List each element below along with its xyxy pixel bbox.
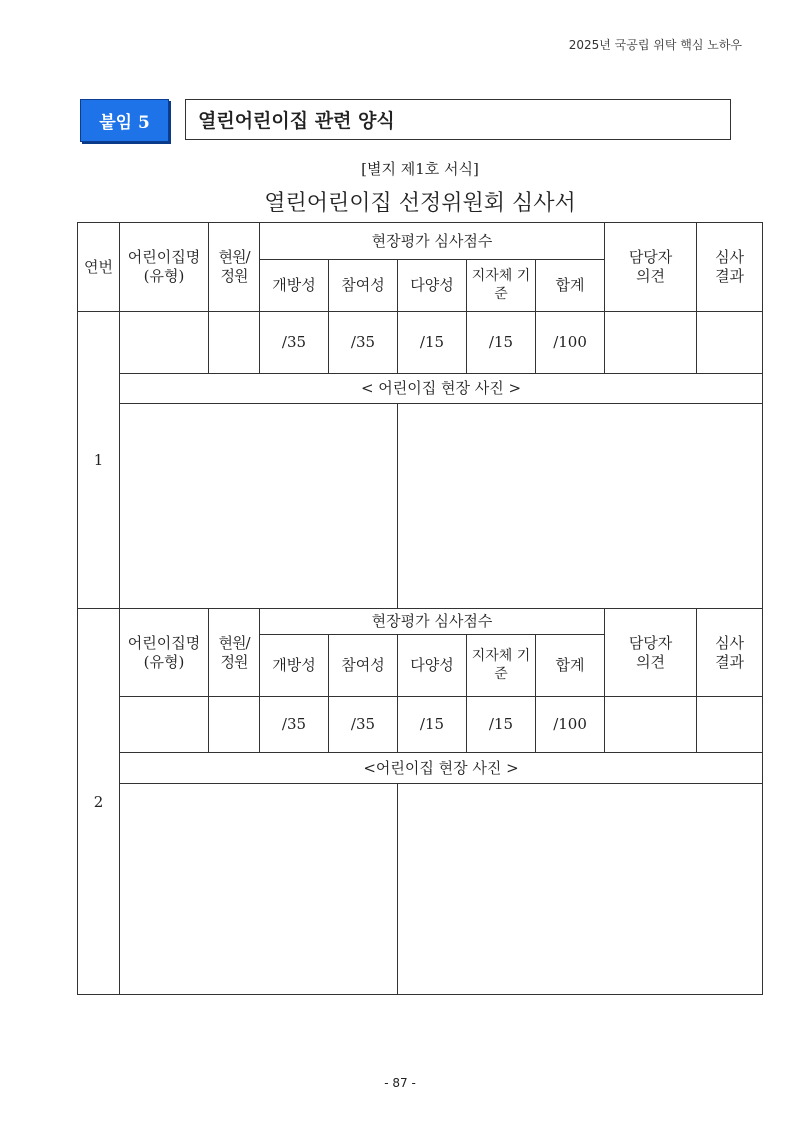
capacity-cell[interactable] — [209, 312, 260, 374]
entry-no: 1 — [78, 312, 120, 609]
name-cell[interactable] — [120, 697, 209, 753]
col-name-header — [120, 223, 209, 312]
capacity-cell[interactable] — [209, 697, 260, 753]
score-local-gov[interactable]: /15 — [467, 697, 536, 753]
photo-section-label: <어린이집 현장 사진 > — [120, 753, 763, 784]
criterion-participation: 참여성 — [329, 260, 398, 312]
photo-slot-right[interactable] — [398, 784, 763, 995]
score-diversity[interactable]: /15 — [398, 312, 467, 374]
evaluation-form-table — [77, 222, 763, 995]
photo-slot-right[interactable] — [398, 404, 763, 609]
col-name-label: 어린이집명 — [127, 248, 201, 267]
criterion-openness: 개방성 — [260, 260, 329, 312]
col-result-header — [697, 223, 763, 312]
col-capacity-label: 현원/ — [218, 248, 250, 267]
criterion-diversity: 다양성 — [398, 635, 467, 697]
col-name-sub: (유형) — [143, 652, 185, 671]
criterion-local-gov: 지자체 기준 — [467, 260, 536, 312]
col-name-sub: (유형) — [143, 267, 185, 285]
criterion-openness: 개방성 — [260, 635, 329, 697]
col-name-header — [120, 609, 209, 697]
col-result-label-2: 결과 — [715, 652, 745, 671]
col-capacity-sub: 정원 — [220, 652, 248, 671]
score-openness[interactable]: /35 — [260, 697, 329, 753]
form-number: [별지 제1호 서식] — [361, 160, 479, 178]
criterion-diversity: 다양성 — [398, 260, 467, 312]
result-cell[interactable] — [697, 697, 763, 753]
col-result-label-1: 심사 — [715, 633, 745, 652]
eval-group-header: 현장평가 심사점수 — [260, 223, 605, 260]
opinion-cell[interactable] — [605, 697, 697, 753]
col-capacity-header — [209, 609, 260, 697]
col-capacity-header — [209, 223, 260, 312]
appendix-badge: 붙임 5 — [80, 99, 169, 142]
col-opinion-label-1: 담당자 — [628, 633, 673, 652]
score-diversity[interactable]: /15 — [398, 697, 467, 753]
col-opinion-label-2: 의견 — [636, 652, 666, 671]
col-name-label: 어린이집명 — [127, 633, 201, 652]
entry-no: 2 — [78, 609, 120, 995]
result-cell[interactable] — [697, 312, 763, 374]
col-result-label-2: 결과 — [715, 267, 745, 285]
name-cell[interactable] — [120, 312, 209, 374]
photo-section-label: < 어린이집 현장 사진 > — [120, 374, 763, 404]
criterion-total: 합계 — [536, 260, 605, 312]
col-opinion-label-2: 의견 — [636, 267, 666, 285]
score-local-gov[interactable]: /15 — [467, 312, 536, 374]
running-header: 2025년 국공립 위탁 핵심 노하우 — [568, 38, 742, 52]
score-openness[interactable]: /35 — [260, 312, 329, 374]
criterion-participation: 참여성 — [329, 635, 398, 697]
score-participation[interactable]: /35 — [329, 312, 398, 374]
eval-group-header: 현장평가 심사점수 — [260, 609, 605, 635]
score-participation[interactable]: /35 — [329, 697, 398, 753]
criterion-total: 합계 — [536, 635, 605, 697]
col-capacity-label: 현원/ — [218, 633, 250, 652]
criterion-local-gov: 지자체 기준 — [467, 635, 536, 697]
opinion-cell[interactable] — [605, 312, 697, 374]
score-total[interactable]: /100 — [536, 697, 605, 753]
photo-slot-left[interactable] — [120, 784, 398, 995]
appendix-title: 열린어린이집 관련 양식 — [185, 99, 731, 140]
photo-slot-left[interactable] — [120, 404, 398, 609]
score-total[interactable]: /100 — [536, 312, 605, 374]
form-title: 열린어린이집 선정위원회 심사서 — [264, 191, 576, 216]
col-opinion-label-1: 담당자 — [628, 248, 673, 267]
page-number: - 87 - — [384, 1076, 416, 1090]
col-opinion-header — [605, 609, 697, 697]
col-capacity-sub: 정원 — [220, 267, 248, 285]
col-result-label-1: 심사 — [715, 248, 745, 267]
col-opinion-header — [605, 223, 697, 312]
col-result-header — [697, 609, 763, 697]
col-no-header: 연번 — [78, 223, 120, 312]
